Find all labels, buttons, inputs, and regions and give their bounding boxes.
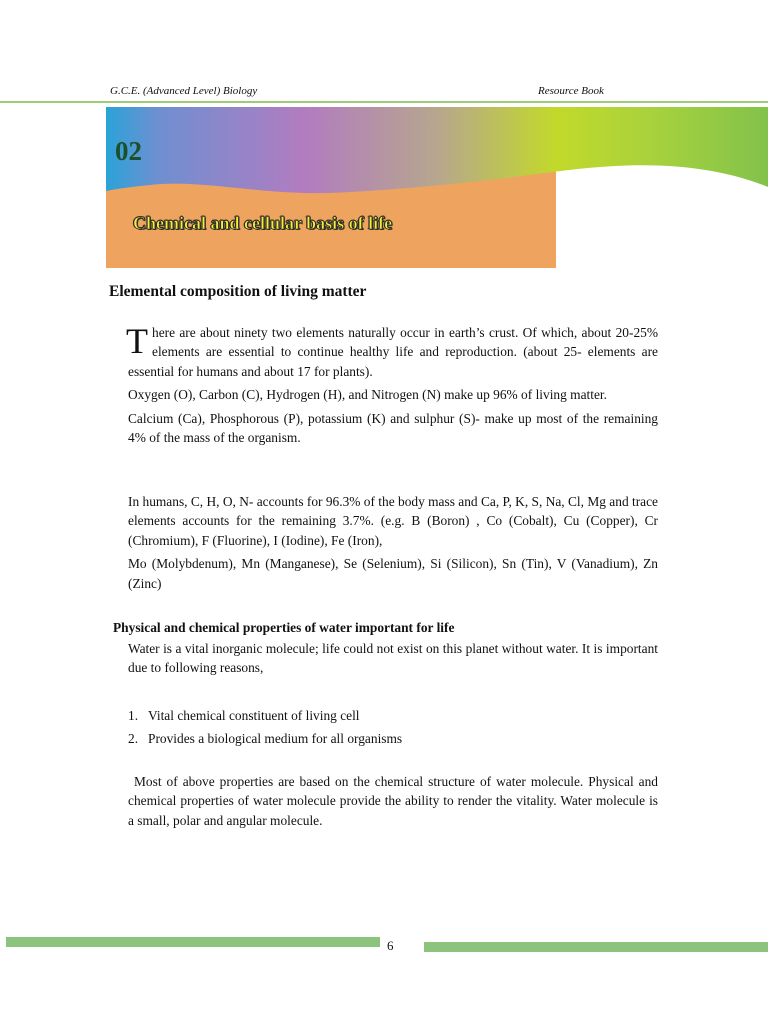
intro-paragraph-3: Calcium (Ca), Phosphorous (P), potassium (K) and sulphur (S)- make up most of the remaining 4% of the mass of the organism.: [128, 410, 658, 446]
list-text: Provides a biological medium for all organisms: [148, 731, 403, 746]
section-heading: Elemental composition of living matter: [109, 283, 367, 300]
list-item: [128, 727, 402, 750]
humans-block: [128, 492, 658, 593]
list-number: 2.: [128, 731, 139, 746]
humans-paragraph-1: In humans, C, H, O, N- accounts for 96.3% of the body mass and Ca, P, K, S, Na, Cl, Mg and trace elements accounts for the remaining 3.7%. (e.g. B (Boron) , Co (Cobalt), Cu (Copper), Cr (Chromium), F (Fluorine), I (Iodine), Fe (Iron),: [128, 494, 658, 548]
book-type: Resource Book: [538, 85, 604, 97]
water-heading: Physical and chemical properties of water important for life: [113, 620, 455, 635]
water-intro: [128, 639, 658, 678]
humans-paragraph-2: Mo (Molybdenum), Mn (Manganese), Se (Selenium), Si (Silicon), Sn (Tin), V (Vanadium), Zn (Zinc): [128, 556, 658, 591]
chapter-number: 02: [115, 136, 142, 166]
chapter-title: Chemical and cellular basis of life: [133, 213, 393, 233]
list-text: Vital chemical constituent of living cell: [148, 708, 360, 723]
water-intro-text: Water is a vital inorganic molecule; life could not exist on this planet without water. It is important due to following reasons,: [128, 641, 658, 676]
water-closing: [128, 772, 658, 830]
intro-paragraph-1: There are about ninety two elements naturally occur in earth’s crust. Of which, about 20-25% elements are essential to continue healthy life and reproduction. (about 25- elements are essential for humans and about 17 for plants).: [126, 321, 658, 379]
page-number: 6: [387, 938, 394, 953]
intro-paragraph-2: Oxygen (O), Carbon (C), Hydrogen (H), and Nitrogen (N) make up 96% of living matter.: [128, 387, 607, 403]
water-closing-text: Most of above properties are based on the chemical structure of water molecule. Physical and chemical properties of water molecule provide the ability to render the vitality. Water molecule is a small, polar and angular molecule.: [128, 774, 658, 828]
list-item: [128, 704, 402, 727]
footer-bar-left: [6, 937, 380, 947]
list-number: 1.: [128, 708, 139, 723]
intro-block: [128, 323, 658, 447]
header-divider: [0, 101, 768, 103]
footer-bar-right: [424, 942, 768, 952]
reasons-list: [128, 704, 402, 750]
chapter-banner: [0, 107, 768, 272]
drop-cap: T: [126, 321, 148, 361]
book-title: G.C.E. (Advanced Level) Biology: [110, 85, 258, 97]
